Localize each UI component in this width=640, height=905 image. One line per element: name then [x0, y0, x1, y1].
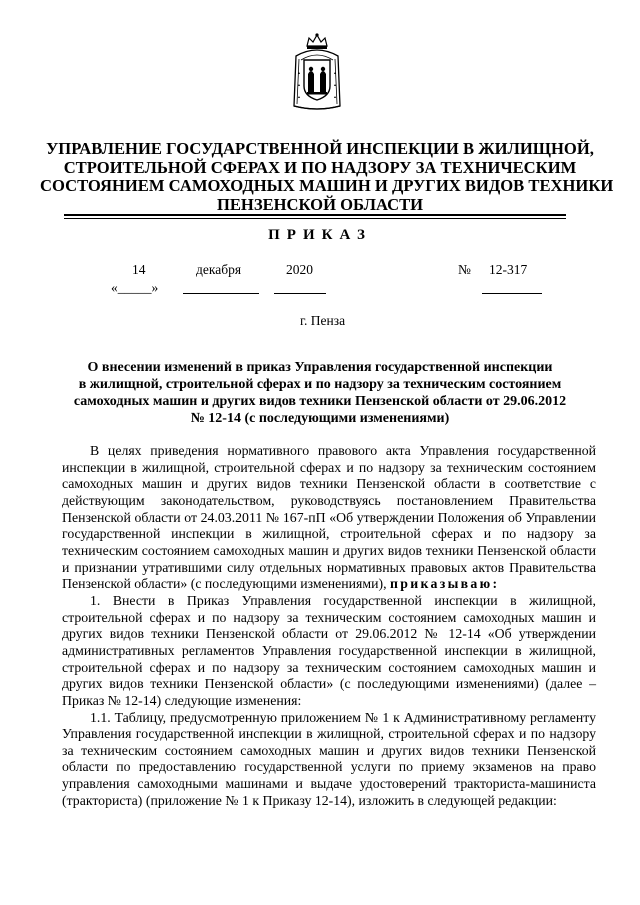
- order-day-quotes: «_____»: [111, 280, 159, 295]
- organization-name-line: ПЕНЗЕНСКОЙ ОБЛАСТИ: [216, 194, 424, 214]
- organization-name: [40, 139, 614, 214]
- order-subject-line: О внесении изменений в приказ Управления государственной инспекции: [87, 360, 553, 375]
- coat-of-arms-icon: [290, 32, 344, 112]
- order-month: декабря: [196, 262, 242, 277]
- order-day: 14: [132, 262, 146, 277]
- body-paragraph: 1.1. Таблицу, предусмотренную приложением № 1 к Административному регламенту Управления государственной инспекции в жилищной, строительной сферах и по надзору за техническим состоянием самоходных машин и других видов техники Пензенской области по предоставлению государственной услуги по приему экзаменов на право управления самоходными машинами и выдаче удостоверений тракториста-машиниста (тракториста) (приложение № 1 к Приказу 12-14), изложить в следующей редакции:: [62, 709, 596, 808]
- order-subject-line: в жилищной, строительной сферах и по надзору за техническим состоянием: [78, 377, 562, 392]
- order-title: ПРИКАЗ: [268, 227, 372, 243]
- header-rule-thin: [64, 218, 566, 219]
- order-year: 2020: [286, 262, 313, 277]
- body-paragraph: [62, 443, 596, 593]
- order-city: г. Пенза: [300, 313, 346, 328]
- order-number-sign: №: [458, 262, 471, 277]
- body-paragraph: 1. Внести в Приказ Управления государственной инспекции в жилищной, строительной сферах и по надзору за техническим состоянием самоходных машин и других видов техники Пензенской области от 29.06.2012 № 12-14 «Об утверждении административных регламентов Управления государственной инспекции в жилищной, строительной сферах и по надзору за техническим состоянием самоходных машин и других видов техники Пензенской области» (с последующими изменениями) (далее – Приказ № 12-14) следующие изменения:: [62, 592, 596, 708]
- order-subject-line: самоходных машин и других видов техники Пензенской области от 29.06.2012: [73, 394, 567, 409]
- organization-name-line: СТРОИТЕЛЬНОЙ СФЕРАХ И ПО НАДЗОРУ ЗА ТЕХНИЧЕСКИМ: [63, 157, 577, 177]
- order-directive: приказываю:: [390, 576, 500, 592]
- order-subject-line: № 12-14 (с последующими изменениями): [190, 411, 450, 426]
- order-number: 12-317: [489, 262, 528, 277]
- preamble-text: В целях приведения нормативного правового акта Управления государственной инспекции в жилищной, строительной сферах и по надзору за техническим состоянием самоходных машин и других видов техники Пензенской области в соответствие с действующим законодательством, руководствуясь постановлением Правительства Пензенской области от 24.03.2011 № 167-пП «Об утверждении Положения об Управлении государственной инспекции в жилищной, строительной сферах и по надзору за техническим состоянием самоходных машин и других видов техники Пензенской области и признании утратившими силу отдельных нормативных правовых актов Правительства Пензенской области» (с последующими изменениями),: [62, 443, 596, 592]
- order-body: [62, 443, 596, 809]
- year-underline: [274, 293, 326, 294]
- organization-name-line: УПРАВЛЕНИЕ ГОСУДАРСТВЕННОЙ ИНСПЕКЦИИ В ЖИЛИЩНОЙ,: [46, 139, 594, 158]
- number-underline: [482, 293, 542, 294]
- organization-name-line: СОСТОЯНИЕМ САМОХОДНЫХ МАШИН И ДРУГИХ ВИДОВ ТЕХНИКИ: [40, 176, 614, 196]
- order-subject: [40, 359, 600, 427]
- header-rule: [64, 214, 566, 216]
- month-underline: [183, 293, 259, 294]
